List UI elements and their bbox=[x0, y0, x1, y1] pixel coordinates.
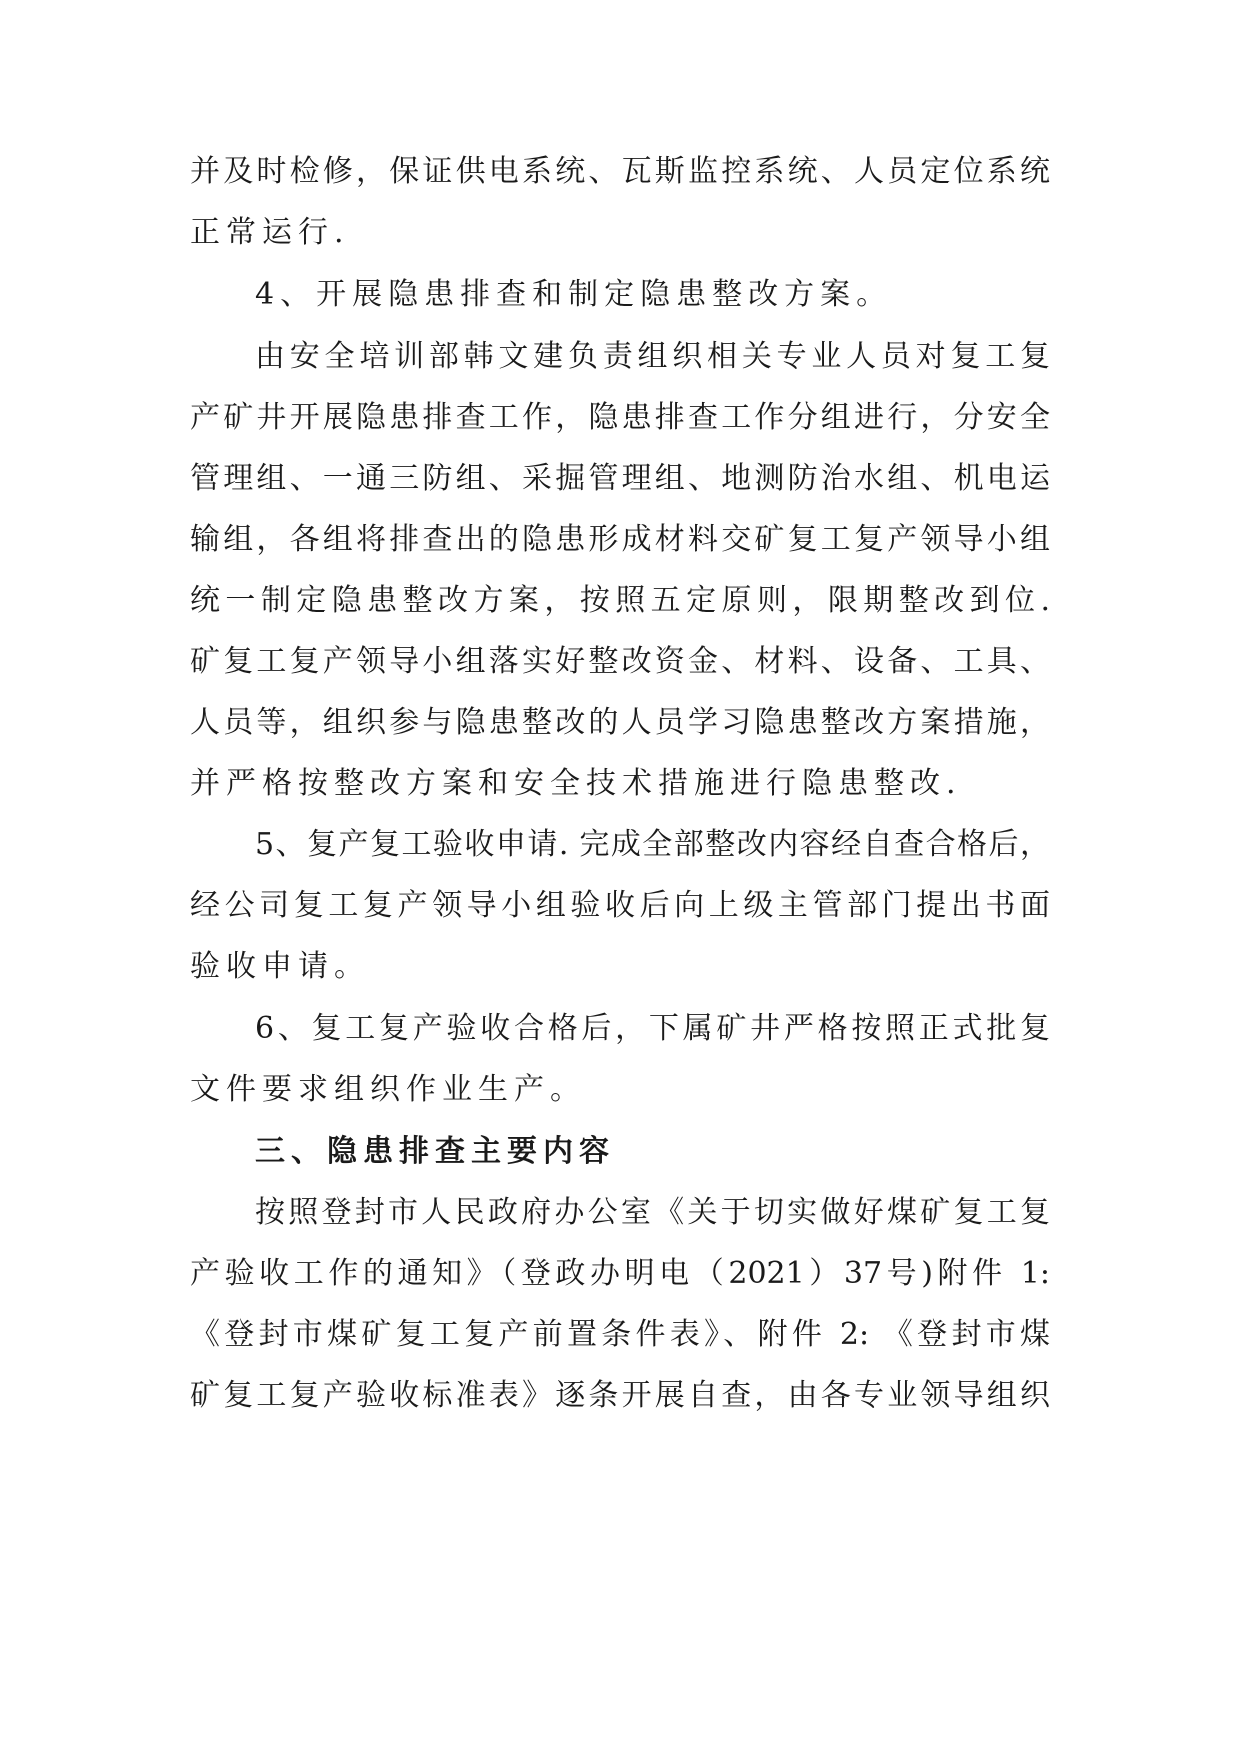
body-line: 《登封市煤矿复工复产前置条件表》、附件 2: 《登封市煤 bbox=[190, 1317, 1050, 1352]
body-line: 产验收工作的通知》（登政办明电（2021）37号)附件 1: bbox=[190, 1256, 1050, 1291]
body-line: 统一制定隐患整改方案，按照五定原则，限期整改到位. bbox=[190, 583, 1050, 618]
body-line: 并及时检修，保证供电系统、瓦斯监控系统、人员定位系统 bbox=[190, 154, 1050, 189]
paragraph-start: 由安全培训部韩文建负责组织相关专业人员对复工复 bbox=[255, 339, 1050, 374]
body-line: 矿复工复产领导小组落实好整改资金、材料、设备、工具、 bbox=[190, 644, 1050, 679]
paragraph-start: 按照登封市人民政府办公室《关于切实做好煤矿复工复 bbox=[255, 1195, 1050, 1230]
list-item-6: 6、复工复产验收合格后，下属矿井严格按照正式批复 bbox=[255, 1011, 1050, 1046]
body-line: 矿复工复产验收标准表》逐条开展自查，由各专业领导组织 bbox=[190, 1378, 1050, 1413]
section-heading: 三、隐患排查主要内容 bbox=[255, 1134, 615, 1169]
body-line: 验收申请。 bbox=[190, 949, 370, 984]
body-line: 产矿井开展隐患排查工作，隐患排查工作分组进行，分安全 bbox=[190, 400, 1050, 435]
body-line: 并严格按整改方案和安全技术措施进行隐患整改. bbox=[190, 766, 962, 801]
body-line: 人员等，组织参与隐患整改的人员学习隐患整改方案措施， bbox=[190, 705, 1050, 740]
body-line: 输组，各组将排查出的隐患形成材料交矿复工复产领导小组 bbox=[190, 522, 1050, 557]
body-line: 管理组、一通三防组、采掘管理组、地测防治水组、机电运 bbox=[190, 461, 1050, 496]
body-line: 正常运行. bbox=[190, 215, 350, 250]
list-item-5: 5、复产复工验收申请. 完成全部整改内容经自查合格后， bbox=[255, 827, 1050, 862]
body-line: 文件要求组织作业生产。 bbox=[190, 1072, 586, 1107]
body-line: 经公司复工复产领导小组验收后向上级主管部门提出书面 bbox=[190, 888, 1050, 923]
list-item-4: 4、开展隐患排查和制定隐患整改方案。 bbox=[255, 277, 893, 312]
